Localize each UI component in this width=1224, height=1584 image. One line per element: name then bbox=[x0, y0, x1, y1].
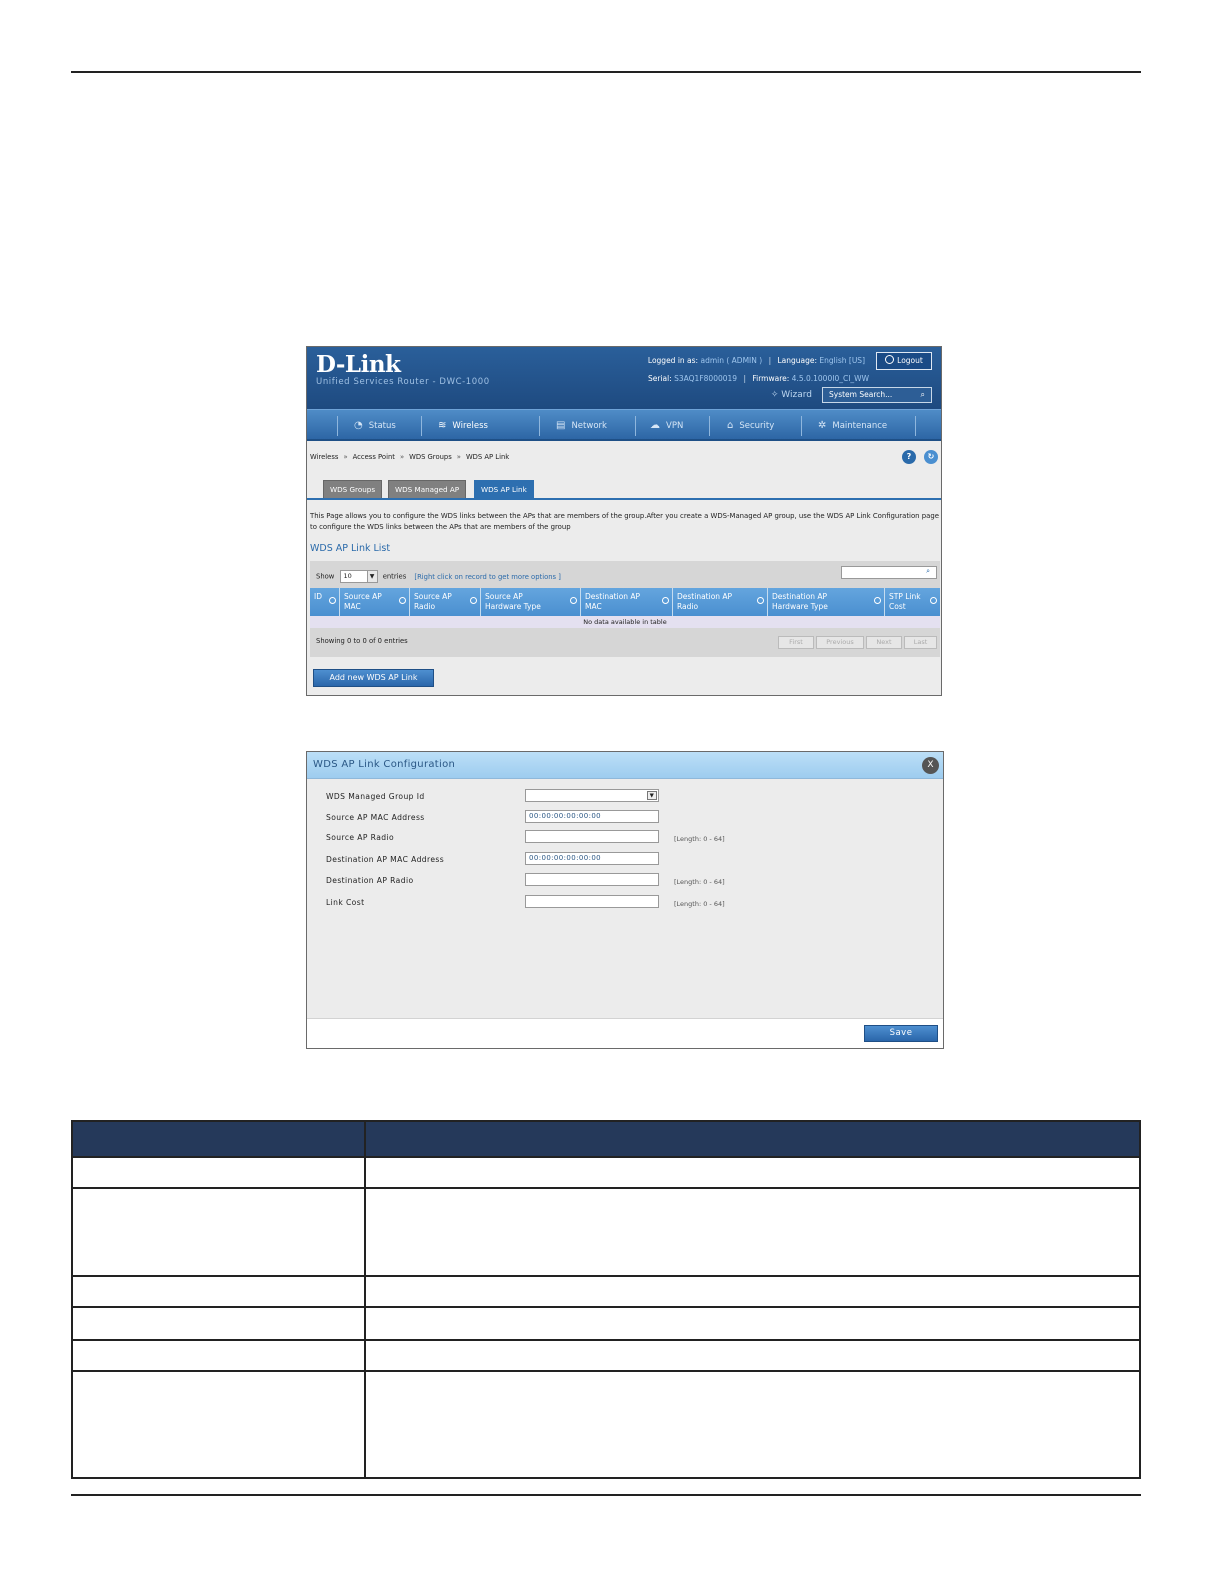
col-stp-link-cost[interactable] bbox=[885, 588, 940, 616]
cloud-icon: ☁ bbox=[650, 420, 660, 431]
nav-status[interactable] bbox=[354, 420, 396, 431]
col-label: Destination AP bbox=[677, 592, 733, 601]
save-button[interactable]: Save bbox=[864, 1025, 938, 1042]
dest-radio-input[interactable] bbox=[525, 873, 659, 886]
entries-label: entries bbox=[382, 572, 407, 581]
search-icon: ⌕ bbox=[920, 390, 925, 399]
gears-icon: ✲ bbox=[818, 420, 827, 431]
language-label: Language: bbox=[777, 356, 818, 365]
no-data-row: No data available in table bbox=[310, 616, 940, 628]
pager-first[interactable]: First bbox=[778, 636, 814, 649]
col-label: MAC bbox=[344, 602, 361, 611]
close-icon[interactable]: X bbox=[922, 757, 939, 774]
header-separator: | bbox=[743, 374, 746, 383]
nav-label: Status bbox=[368, 421, 396, 431]
col-dest-ap-radio[interactable] bbox=[673, 588, 768, 616]
sort-icon bbox=[570, 597, 577, 604]
col-label: Source AP bbox=[485, 592, 523, 601]
sort-icon bbox=[399, 597, 406, 604]
logged-in-user: admin ( ADMIN ) bbox=[700, 356, 763, 365]
chevron-down-icon: ▼ bbox=[647, 791, 657, 800]
table-cell bbox=[72, 1188, 365, 1276]
col-id[interactable] bbox=[310, 588, 340, 616]
pager-previous[interactable]: Previous bbox=[816, 636, 864, 649]
col-label: STP Link bbox=[889, 592, 921, 601]
entries-select[interactable] bbox=[340, 570, 378, 583]
header-cell bbox=[72, 1121, 365, 1157]
col-label: Hardware Type bbox=[485, 602, 541, 611]
server-icon: ▤ bbox=[556, 420, 566, 431]
col-source-ap-mac[interactable] bbox=[340, 588, 410, 616]
table-cell bbox=[72, 1157, 365, 1188]
add-wds-ap-link-button[interactable]: Add new WDS AP Link bbox=[313, 669, 434, 687]
nav-maintenance[interactable] bbox=[818, 420, 887, 431]
breadcrumb-sep: » bbox=[456, 453, 461, 461]
right-click-hint: [Right click on record to get more options ] bbox=[414, 572, 561, 581]
wand-icon: ✧ bbox=[770, 390, 782, 400]
table-row bbox=[72, 1157, 1140, 1188]
nav-divider bbox=[337, 416, 338, 436]
link-cost-input[interactable] bbox=[525, 895, 659, 908]
pager-last[interactable]: Last bbox=[904, 636, 937, 649]
entries-value: 10 bbox=[343, 572, 352, 580]
show-entries bbox=[316, 570, 561, 583]
col-label: Cost bbox=[889, 602, 906, 611]
nav-label: Maintenance bbox=[832, 421, 888, 431]
nav-divider bbox=[709, 416, 710, 436]
table-cell bbox=[365, 1340, 1140, 1371]
table-cell bbox=[365, 1307, 1140, 1340]
col-label: Radio bbox=[414, 602, 436, 611]
breadcrumb-sep: » bbox=[343, 453, 348, 461]
source-radio-input[interactable] bbox=[525, 830, 659, 843]
field-label-source-radio: Source AP Radio bbox=[326, 833, 395, 842]
logout-button[interactable] bbox=[876, 352, 932, 370]
language-link[interactable]: English [US] bbox=[819, 356, 865, 365]
sort-icon bbox=[329, 597, 336, 604]
refresh-icon[interactable]: ↻ bbox=[924, 450, 938, 464]
col-label: Hardware Type bbox=[772, 602, 828, 611]
col-label: Source AP bbox=[414, 592, 452, 601]
nav-security[interactable] bbox=[727, 420, 774, 431]
top-rule bbox=[71, 71, 1141, 73]
nav-divider bbox=[915, 416, 916, 436]
col-dest-ap-mac[interactable] bbox=[581, 588, 673, 616]
main-nav bbox=[307, 409, 941, 441]
link-cost-hint: [Length: 0 - 64] bbox=[674, 900, 725, 908]
breadcrumb bbox=[310, 453, 509, 461]
field-label-link-cost: Link Cost bbox=[326, 898, 365, 907]
nav-divider bbox=[421, 416, 422, 436]
table-row bbox=[72, 1340, 1140, 1371]
nav-label: Wireless bbox=[452, 421, 488, 431]
product-name: Unified Services Router - DWC-1000 bbox=[316, 377, 490, 387]
dialog-footer bbox=[307, 1018, 943, 1049]
tabs-underline bbox=[307, 498, 941, 500]
col-label: Destination AP bbox=[772, 592, 828, 601]
header-separator: | bbox=[768, 356, 772, 365]
col-label: Radio bbox=[677, 602, 699, 611]
table-header-row bbox=[72, 1121, 1140, 1157]
nav-divider bbox=[801, 416, 802, 436]
nav-label: Security bbox=[739, 421, 775, 431]
tab-wds-managed-ap[interactable]: WDS Managed AP bbox=[388, 480, 466, 498]
tab-wds-ap-link[interactable]: WDS AP Link bbox=[474, 480, 534, 498]
nav-label: Network bbox=[571, 421, 607, 431]
firmware-value: 4.5.0.1000I0_CI_WW bbox=[791, 374, 869, 383]
device-info bbox=[648, 374, 869, 383]
col-source-ap-radio[interactable] bbox=[410, 588, 481, 616]
field-label-source-mac: Source AP MAC Address bbox=[326, 813, 425, 822]
nav-network[interactable] bbox=[556, 420, 607, 431]
sort-icon bbox=[757, 597, 764, 604]
search-placeholder: System Search... bbox=[829, 390, 893, 399]
search-icon: ⌕ bbox=[926, 567, 930, 575]
source-radio-hint: [Length: 0 - 64] bbox=[674, 835, 725, 843]
nav-label: VPN bbox=[666, 421, 684, 431]
table-cell bbox=[72, 1276, 365, 1307]
dialog-title-text: WDS AP Link Configuration bbox=[313, 759, 456, 770]
table-cell bbox=[72, 1307, 365, 1340]
dialog-title bbox=[307, 752, 943, 779]
table-row bbox=[72, 1307, 1140, 1340]
list-title: WDS AP Link List bbox=[310, 543, 391, 554]
wds-ap-link-list-screenshot bbox=[306, 346, 942, 696]
tab-wds-groups[interactable]: WDS Groups bbox=[323, 480, 382, 498]
table-cell bbox=[72, 1340, 365, 1371]
app-header bbox=[307, 347, 941, 409]
col-label: MAC bbox=[585, 602, 602, 611]
serial-value: S3AQ1F8000019 bbox=[674, 374, 738, 383]
breadcrumb-item[interactable]: WDS Groups bbox=[409, 453, 452, 461]
dest-mac-input[interactable]: 00:00:00:00:00:00 bbox=[525, 852, 659, 865]
lock-icon: ⌂ bbox=[727, 420, 734, 431]
col-source-ap-hw[interactable] bbox=[481, 588, 581, 616]
serial-label: Serial: bbox=[647, 374, 672, 383]
logged-in-label: Logged in as: bbox=[647, 356, 699, 365]
header-cell bbox=[365, 1121, 1140, 1157]
nav-divider bbox=[635, 416, 636, 436]
page-description: This Page allows you to configure the WDS links between the APs that are members of the group.After you create a WDS-Managed AP group, use the WDS AP Link Configuration page to configure the WDS links between the APs that are members of the group bbox=[310, 512, 939, 531]
wizard-link[interactable] bbox=[771, 390, 812, 400]
link-list-table bbox=[310, 561, 940, 657]
wizard-label: Wizard bbox=[781, 390, 812, 400]
table-cell bbox=[72, 1371, 365, 1478]
wds-ap-link-config-dialog bbox=[306, 751, 944, 1049]
sort-icon bbox=[470, 597, 477, 604]
table-cell bbox=[365, 1276, 1140, 1307]
show-label: Show bbox=[316, 572, 335, 581]
pager-next[interactable]: Next bbox=[866, 636, 902, 649]
breadcrumb-item[interactable]: Access Point bbox=[352, 453, 395, 461]
field-label-group-id: WDS Managed Group Id bbox=[326, 792, 425, 801]
col-label: Source AP bbox=[344, 592, 382, 601]
table-cell bbox=[365, 1157, 1140, 1188]
system-search-input[interactable] bbox=[822, 387, 932, 403]
sort-icon bbox=[874, 597, 881, 604]
nav-vpn[interactable] bbox=[650, 420, 683, 431]
col-label: Destination AP bbox=[585, 592, 641, 601]
gauge-icon: ◔ bbox=[354, 420, 363, 431]
nav-wireless[interactable] bbox=[438, 420, 488, 431]
bottom-rule bbox=[71, 1494, 1141, 1496]
breadcrumb-item-current: WDS AP Link bbox=[465, 453, 510, 461]
col-dest-ap-hw[interactable] bbox=[768, 588, 885, 616]
table-cell bbox=[365, 1188, 1140, 1276]
group-id-select[interactable] bbox=[525, 789, 659, 802]
showing-count: Showing 0 to 0 of 0 entries bbox=[316, 637, 408, 645]
table-cell bbox=[365, 1371, 1140, 1478]
logout-label: Logout bbox=[897, 356, 923, 365]
firmware-label: Firmware: bbox=[752, 374, 790, 383]
sort-icon bbox=[930, 597, 937, 604]
breadcrumb-item[interactable]: Wireless bbox=[310, 453, 339, 461]
chevron-down-icon: ▼ bbox=[367, 571, 377, 582]
dlink-logo: D-Link bbox=[316, 351, 401, 378]
breadcrumb-sep: » bbox=[399, 453, 405, 461]
source-mac-input[interactable]: 00:00:00:00:00:00 bbox=[525, 810, 659, 823]
power-icon bbox=[885, 355, 894, 364]
login-info bbox=[648, 356, 865, 365]
field-label-dest-mac: Destination AP MAC Address bbox=[326, 855, 445, 864]
help-icon[interactable]: ? bbox=[902, 450, 916, 464]
table-row bbox=[72, 1188, 1140, 1276]
col-label: ID bbox=[314, 592, 322, 601]
field-label-dest-radio: Destination AP Radio bbox=[326, 876, 414, 885]
field-description-table bbox=[71, 1120, 1141, 1479]
table-search-input[interactable] bbox=[841, 566, 937, 579]
table-row bbox=[72, 1371, 1140, 1478]
table-row bbox=[72, 1276, 1140, 1307]
nav-divider bbox=[539, 416, 540, 436]
sort-icon bbox=[662, 597, 669, 604]
dest-radio-hint: [Length: 0 - 64] bbox=[674, 878, 725, 886]
wifi-icon: ≋ bbox=[438, 420, 447, 431]
